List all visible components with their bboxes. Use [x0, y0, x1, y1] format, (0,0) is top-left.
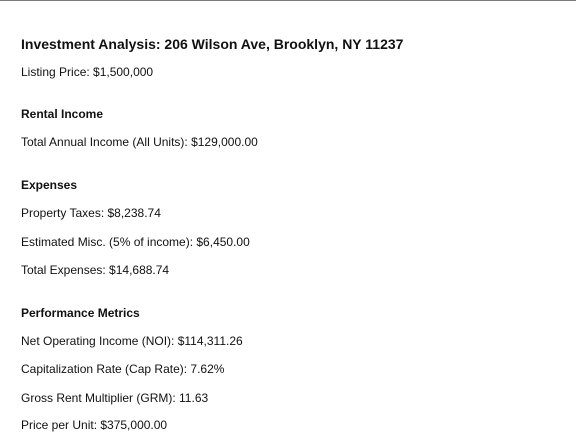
performance-metrics-heading: Performance Metrics [21, 306, 140, 320]
gross-rent-multiplier: Gross Rent Multiplier (GRM): 11.63 [21, 391, 209, 405]
listing-price: Listing Price: $1,500,000 [21, 65, 154, 79]
document-title: Investment Analysis: 206 Wilson Ave, Brooklyn, NY 11237 [21, 36, 404, 52]
rental-income-heading: Rental Income [21, 107, 104, 121]
cap-rate: Capitalization Rate (Cap Rate): 7.62% [21, 362, 225, 376]
estimated-misc: Estimated Misc. (5% of income): $6,450.00 [21, 235, 250, 249]
total-expenses: Total Expenses: $14,688.74 [21, 263, 170, 277]
top-border-line [0, 0, 576, 1]
property-taxes: Property Taxes: $8,238.74 [21, 206, 161, 220]
net-operating-income: Net Operating Income (NOI): $114,311.26 [21, 334, 243, 348]
price-per-unit: Price per Unit: $375,000.00 [21, 418, 168, 432]
expenses-heading: Expenses [21, 178, 78, 192]
total-annual-income: Total Annual Income (All Units): $129,000.00 [21, 135, 258, 149]
